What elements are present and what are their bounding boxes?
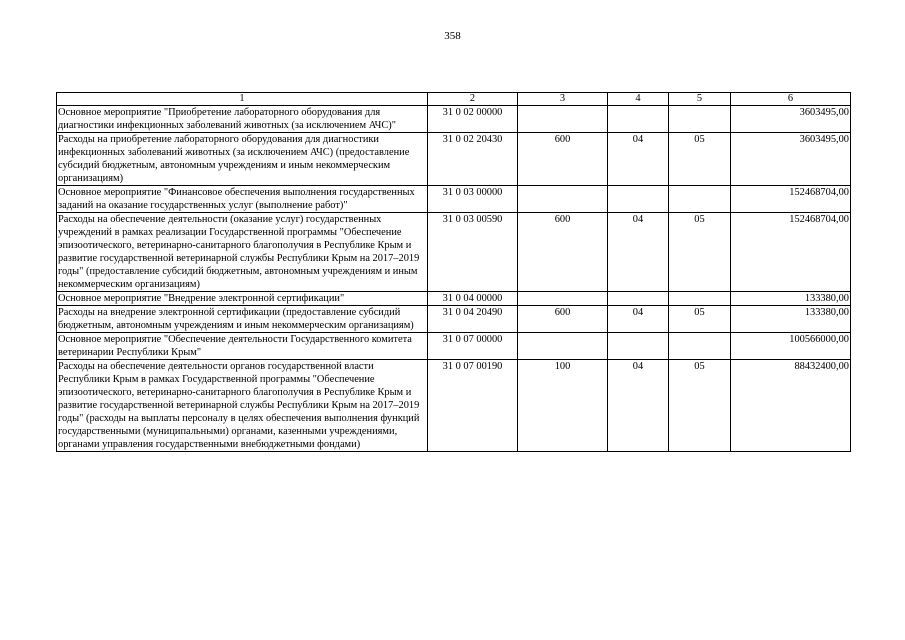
header-col-2: 2: [428, 93, 518, 106]
row-section: 04: [608, 306, 669, 333]
row-expense-type: 100: [518, 360, 608, 452]
row-name: Основное мероприятие "Обеспечение деятельности Государственного комитета ветеринарии Республики Крым": [57, 333, 428, 360]
row-subsection: 05: [669, 213, 731, 292]
header-col-3: 3: [518, 93, 608, 106]
row-amount: 88432400,00: [731, 360, 851, 452]
row-name: Основное мероприятие "Приобретение лабораторного оборудования для диагностики инфекционных заболеваний животных (за исключением АЧС)": [57, 106, 428, 133]
row-target-code: 31 0 03 00000: [428, 186, 518, 213]
row-section: [608, 292, 669, 306]
row-section: [608, 106, 669, 133]
table-row: [57, 360, 851, 452]
row-name: Расходы на обеспечение деятельности (оказание услуг) государственных учреждений в рамках реализации Государственной программы "Обеспечение эпизоотического, ветеринарно-санитарного благополучия в Республике Крым и развитие государственной ветеринарной службы Республики Крым на 2017–2019 годы" (предоставление субсидий бюджетным, автономным учреждениям и иным некоммерческим организациям): [57, 213, 428, 292]
row-expense-type: 600: [518, 213, 608, 292]
row-expense-type: [518, 292, 608, 306]
header-col-6: 6: [731, 93, 851, 106]
row-amount: 133380,00: [731, 292, 851, 306]
row-subsection: 05: [669, 306, 731, 333]
row-subsection: [669, 106, 731, 133]
row-section: 04: [608, 360, 669, 452]
table-row: [57, 133, 851, 186]
table-row: [57, 186, 851, 213]
header-col-5: 5: [669, 93, 731, 106]
row-amount: 133380,00: [731, 306, 851, 333]
row-subsection: [669, 333, 731, 360]
table-row: [57, 106, 851, 133]
row-subsection: 05: [669, 133, 731, 186]
table-row: [57, 333, 851, 360]
row-section: 04: [608, 213, 669, 292]
row-section: [608, 333, 669, 360]
row-target-code: 31 0 07 00000: [428, 333, 518, 360]
row-expense-type: [518, 186, 608, 213]
row-target-code: 31 0 02 20430: [428, 133, 518, 186]
row-section: [608, 186, 669, 213]
row-target-code: 31 0 03 00590: [428, 213, 518, 292]
row-expense-type: 600: [518, 306, 608, 333]
row-name: Основное мероприятие "Финансовое обеспечения выполнения государственных заданий на оказание государственных услуг (выполнение работ)": [57, 186, 428, 213]
row-amount: 152468704,00: [731, 213, 851, 292]
row-expense-type: [518, 106, 608, 133]
row-name: Расходы на внедрение электронной сертификации (предоставление субсидий бюджетным, автономным учреждениям и иным некоммерческим организациям): [57, 306, 428, 333]
header-col-4: 4: [608, 93, 669, 106]
table-row: [57, 306, 851, 333]
row-target-code: 31 0 04 00000: [428, 292, 518, 306]
row-subsection: [669, 292, 731, 306]
row-subsection: [669, 186, 731, 213]
row-amount: 100566000,00: [731, 333, 851, 360]
page-number: 358: [444, 30, 461, 42]
row-expense-type: [518, 333, 608, 360]
row-amount: 3603495,00: [731, 106, 851, 133]
budget-table: [56, 92, 851, 452]
table-row: [57, 292, 851, 306]
row-expense-type: 600: [518, 133, 608, 186]
row-name: Расходы на обеспечение деятельности органов государственной власти Республики Крым в рамках Государственной программы "Обеспечение эпизоотического, ветеринарно-санитарного благополучия в Республике Крым и развитие государственной ветеринарной службы Республики Крым на 2017–2019 годы" (расходы на выплаты персоналу в целях обеспечения выполнения функций государственными (муниципальными) органами, казенными учреждениями, органами управления государственными внебюджетными фондами): [57, 360, 428, 452]
row-section: 04: [608, 133, 669, 186]
row-amount: 3603495,00: [731, 133, 851, 186]
row-name: Основное мероприятие "Внедрение электронной сертификации": [57, 292, 428, 306]
row-target-code: 31 0 02 00000: [428, 106, 518, 133]
row-target-code: 31 0 07 00190: [428, 360, 518, 452]
row-target-code: 31 0 04 20490: [428, 306, 518, 333]
row-name: Расходы на приобретение лабораторного оборудования для диагностики инфекционных заболеваний животных (за исключением АЧС) (предоставление субсидий бюджетным, автономным учреждениям и иным некоммерческим организациям): [57, 133, 428, 186]
row-amount: 152468704,00: [731, 186, 851, 213]
header-row: [57, 93, 851, 106]
header-col-1: 1: [57, 93, 428, 106]
table-row: [57, 213, 851, 292]
row-subsection: 05: [669, 360, 731, 452]
